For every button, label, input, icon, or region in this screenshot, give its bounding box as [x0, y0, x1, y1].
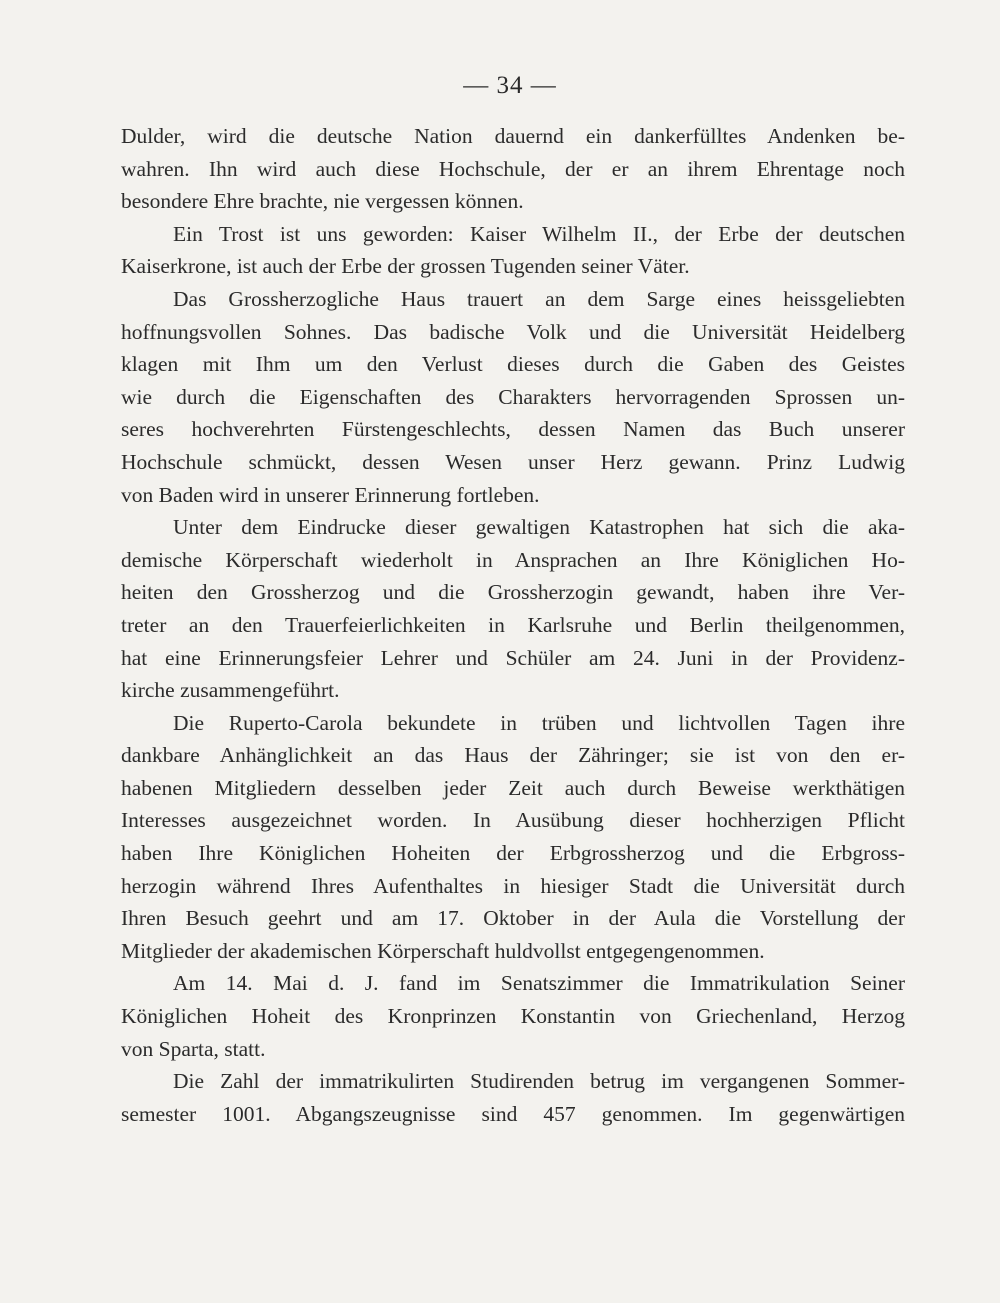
- text-line: seres hochverehrten Fürstengeschlechts, dessen Namen das Buch unserer: [121, 417, 905, 442]
- text-line: Königlichen Hoheit des Kronprinzen Konstantin von Griechenland, Herzog: [121, 1004, 905, 1029]
- paragraph: [121, 283, 905, 511]
- paragraph: [121, 967, 905, 1065]
- text-line: Interesses ausgezeichnet worden. In Ausübung dieser hochherzigen Pflicht: [121, 808, 905, 833]
- text-line: besondere Ehre brachte, nie vergessen können.: [121, 189, 524, 214]
- text-line: hoffnungsvollen Sohnes. Das badische Volk und die Universität Heidelberg: [121, 319, 905, 344]
- text-line: haben Ihre Königlichen Hoheiten der Erbgrossherzog und die Erbgross-: [121, 841, 905, 866]
- text-line: demische Körperschaft wiederholt in Ansprachen an Ihre Königlichen Ho-: [121, 547, 905, 572]
- text-line: Das Grossherzogliche Haus trauert an dem Sarge eines heissgeliebten: [173, 286, 905, 311]
- text-line: kirche zusammengeführt.: [121, 678, 340, 703]
- text-line: Dulder, wird die deutsche Nation dauernd ein dankerfülltes Andenken be-: [121, 124, 905, 148]
- paragraph: [121, 511, 905, 707]
- text-line: Die Zahl der immatrikulirten Studirenden betrug im vergangenen Sommer-: [173, 1069, 905, 1094]
- text-line: treter an den Trauerfeierlichkeiten in Karlsruhe und Berlin theilgenommen,: [121, 612, 905, 637]
- text-line: habenen Mitgliedern desselben jeder Zeit auch durch Beweise werkthätigen: [121, 775, 905, 800]
- text-line: klagen mit Ihm um den Verlust dieses durch die Gaben des Geistes: [121, 352, 905, 377]
- text-line: von Sparta, statt.: [121, 1036, 266, 1061]
- text-line: Hochschule schmückt, dessen Wesen unser Herz gewann. Prinz Ludwig: [121, 449, 905, 474]
- text-line: herzogin während Ihres Aufenthaltes in hiesiger Stadt die Universität durch: [121, 873, 905, 898]
- text-line: dankbare Anhänglichkeit an das Haus der Zähringer; sie ist von den er-: [121, 743, 905, 768]
- paragraph: [121, 120, 905, 218]
- paragraph: [121, 1065, 905, 1130]
- paragraph: [121, 218, 905, 283]
- text-line: hat eine Erinnerungsfeier Lehrer und Schüler am 24. Juni in der Providenz-: [121, 645, 905, 670]
- text-line: wahren. Ihn wird auch diese Hochschule, der er an ihrem Ehrentage noch: [121, 156, 905, 181]
- text-line: Ihren Besuch geehrt und am 17. Oktober in der Aula die Vorstellung der: [121, 906, 905, 931]
- text-line: Unter dem Eindrucke dieser gewaltigen Katastrophen hat sich die aka-: [173, 515, 905, 540]
- page-number: — 34 —: [463, 72, 557, 99]
- text-line: von Baden wird in unserer Erinnerung fortleben.: [121, 482, 540, 507]
- text-line: heiten den Grossherzog und die Grossherzogin gewandt, haben ihre Ver-: [121, 580, 905, 605]
- text-line: Kaiserkrone, ist auch der Erbe der grossen Tugenden seiner Väter.: [121, 254, 690, 279]
- text-line: Am 14. Mai d. J. fand im Senatszimmer die Immatrikulation Seiner: [173, 971, 905, 996]
- body-text: [121, 120, 905, 1130]
- text-line: wie durch die Eigenschaften des Charakters hervorragenden Sprossen un-: [121, 384, 905, 409]
- text-line: Ein Trost ist uns geworden: Kaiser Wilhelm II., der Erbe der deutschen: [173, 221, 905, 246]
- text-line: semester 1001. Abgangszeugnisse sind 457 genommen. Im gegenwärtigen: [121, 1101, 905, 1126]
- paragraph: [121, 707, 905, 968]
- text-line: Mitglieder der akademischen Körperschaft huldvollst entgegengenommen.: [121, 938, 765, 963]
- text-line: Die Ruperto-Carola bekundete in trüben und lichtvollen Tagen ihre: [173, 710, 905, 735]
